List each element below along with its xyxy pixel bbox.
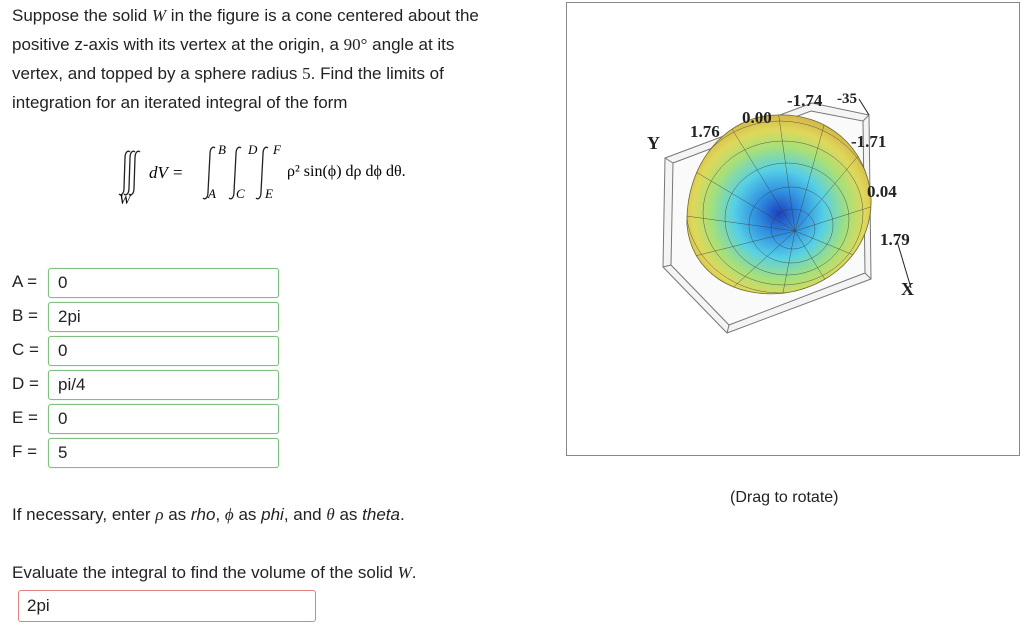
answer-input-e[interactable] — [48, 404, 279, 434]
limit-c: C — [236, 186, 245, 201]
dv-label: dV = — [149, 163, 184, 182]
question-line-4: integration for an iterated integral of the form — [12, 93, 348, 112]
limit-b: B — [218, 142, 226, 157]
input-hint: If necessary, enter ρ as rho, ϕ as phi, and θ as theta. — [12, 505, 405, 524]
question-line-1: Suppose the solid W in the figure is a cone centered about the — [12, 6, 479, 25]
answer-label-e: E = — [12, 408, 38, 427]
tick-label-0-04: 0.04 — [867, 182, 897, 201]
answer-label-d: D = — [12, 374, 39, 393]
limit-d: D — [248, 142, 258, 157]
answer-label-a: A = — [12, 272, 38, 291]
answer-input-b[interactable] — [48, 302, 279, 332]
region-label: W — [119, 193, 131, 208]
volume-answer-input[interactable] — [18, 590, 316, 622]
question-line-3: vertex, and topped by a sphere radius 5. Find the limits of — [12, 64, 444, 83]
tick-label-neg-1-71: -1.71 — [851, 132, 887, 151]
answer-label-b: B = — [12, 306, 38, 325]
triple-integral-symbol — [119, 151, 140, 195]
evaluate-prompt: Evaluate the integral to find the volume of the solid W. — [12, 563, 417, 582]
tick-label-1-79: 1.79 — [880, 230, 910, 249]
limit-e: E — [265, 186, 273, 201]
tick-label-0-00: 0.00 — [742, 108, 772, 127]
axis-label-x: X — [901, 279, 914, 299]
answer-input-a[interactable] — [48, 268, 279, 298]
z-axis-line — [859, 99, 869, 115]
answer-input-c[interactable] — [48, 336, 279, 366]
answer-label-f: F = — [12, 442, 38, 461]
3d-plot-canvas[interactable] — [566, 2, 1020, 456]
tick-label-neg-35: -35 — [837, 91, 857, 107]
integrand: ρ² sin(ϕ) dρ dϕ dθ. — [287, 163, 406, 180]
tick-label-1-76: 1.76 — [690, 122, 720, 141]
answer-label-c: C = — [12, 340, 39, 359]
drag-to-rotate-caption: (Drag to rotate) — [730, 489, 839, 506]
limit-f: F — [273, 142, 281, 157]
axis-label-y: Y — [647, 133, 660, 153]
answer-input-d[interactable] — [48, 370, 279, 400]
triple-integral-formula — [115, 140, 455, 210]
question-line-2: positive z-axis with its vertex at the origin, a 90° angle at its — [12, 35, 455, 54]
answer-input-f[interactable] — [48, 438, 279, 468]
tick-label-neg-1-74: -1.74 — [787, 91, 823, 110]
limit-a: A — [208, 186, 216, 201]
